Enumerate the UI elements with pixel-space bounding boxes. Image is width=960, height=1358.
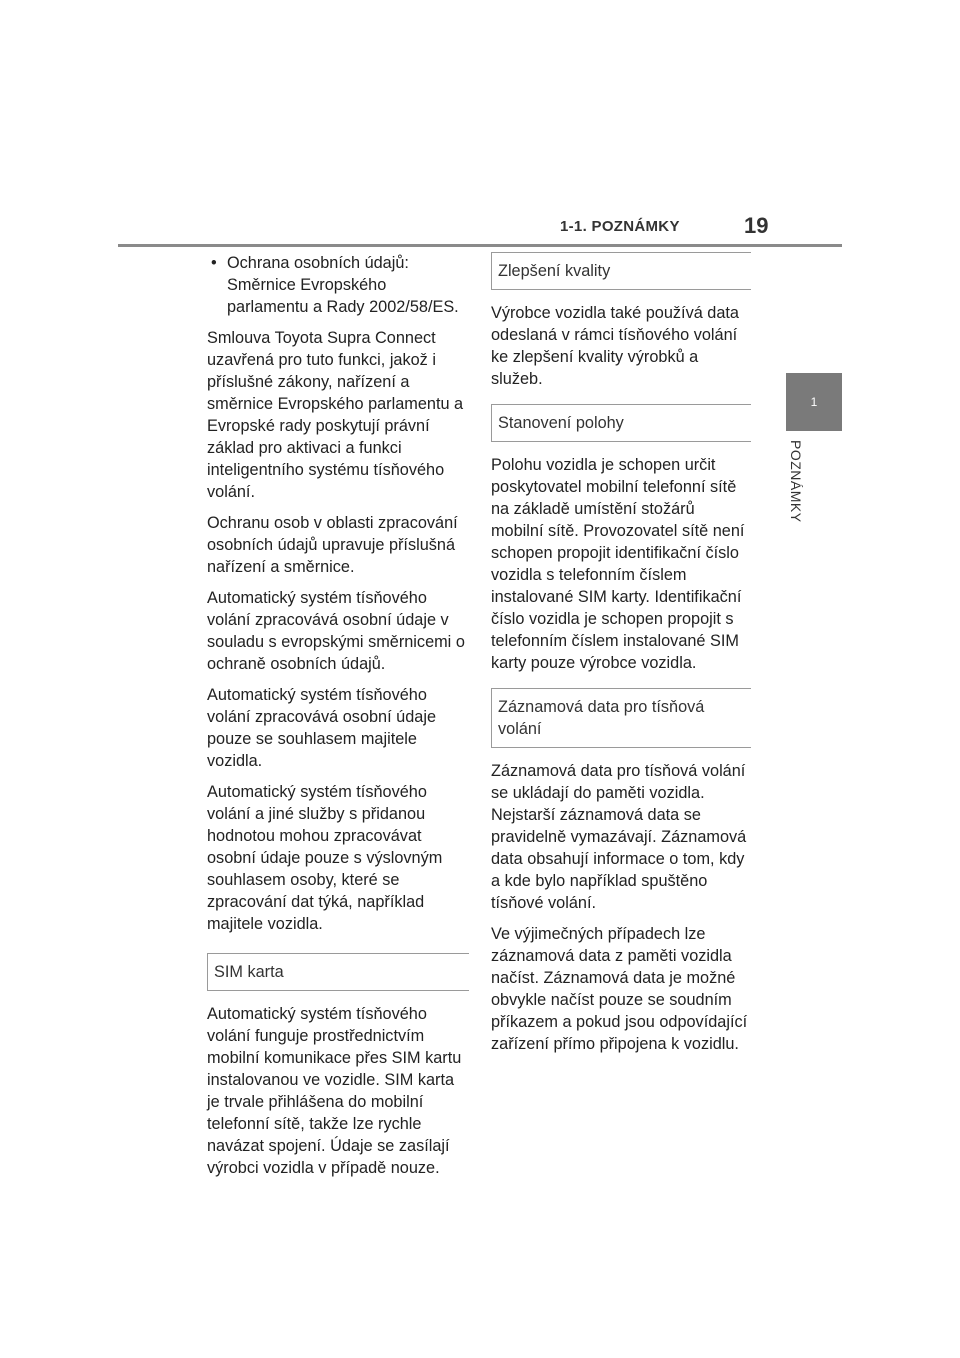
bullet-item — [207, 252, 469, 318]
paragraph: Ve výjimečných případech lze záznamová data z paměti vozidla načíst. Záznamová data je možné obvykle načíst pouze se soudním příkazem a pokud jsou odpovídající zařízení přímo připojena k vozidlu. — [491, 925, 748, 1053]
header-rule — [118, 244, 842, 247]
paragraph: Automatický systém tísňového volání funguje prostřednictvím mobilní komunikace přes SIM kartu instalovanou ve vozidle. SIM karta je trvale přihlášena do mobilní telefonní sítě, takže lze rychle navázat spojení. Údaje se zasílají výrobci vozidla v případě nouze. — [207, 1005, 462, 1177]
bullet-dot: • — [211, 254, 217, 272]
chapter-number: 1 — [810, 395, 818, 409]
bullet-text: Ochrana osobních údajů: Směrnice Evropského parlamentu a Rady 2002/58/ES. — [227, 254, 459, 316]
paragraph: Automatický systém tísňového volání zpracovává osobní údaje pouze se souhlasem majitele vozidla. — [207, 686, 436, 770]
paragraph: Polohu vozidla je schopen určit poskytovatel mobilní telefonní sítě na základě umístění stožárů mobilní sítě. Provozovatel sítě není schopen propojit identifikační číslo vozidla s telefonním číslem instalované SIM karty. Identifikační číslo vozidla je schopen propojit s telefonním číslem instalované SIM karty pouze výrobce vozidla. — [491, 456, 745, 672]
chapter-tab — [786, 373, 842, 431]
paragraph: Automatický systém tísňového volání zpracovává osobní údaje v souladu s evropskými směrnicemi o ochraně osobních údajů. — [207, 589, 465, 673]
right-column — [491, 252, 751, 1064]
paragraph: Automatický systém tísňového volání a jiné služby s přidanou hodnotou mohou zpracovávat osobní údaje pouze s výslovným souhlasem osoby, které se zpracování dat týká, například majitele vozidla. — [207, 783, 443, 933]
paragraph: Smlouva Toyota Supra Connect uzavřená pro tuto funkci, jakož i příslušné zákony, nařízení a směrnice Evropského parlamentu a Evropské rady poskytují právní základ pro aktivaci a funkci inteligentního systému tísňového volání. — [207, 329, 464, 501]
section-heading-position: Stanovení polohy — [491, 404, 751, 442]
left-column — [207, 252, 469, 1188]
paragraph: Výrobce vozidla také používá data odeslaná v rámci tísňového volání ke zlepšení kvality výrobků a služeb. — [491, 304, 739, 388]
section-heading-quality: Zlepšení kvality — [491, 252, 751, 290]
section-label: 1-1. POZNÁMKY — [560, 218, 680, 235]
section-heading-records: Záznamová data pro tísňová volání — [491, 688, 751, 748]
paragraph: Ochranu osob v oblasti zpracování osobních údajů upravuje příslušná nařízení a směrnice. — [207, 514, 458, 576]
page-header — [0, 0, 960, 250]
page-number: 19 — [744, 213, 769, 238]
paragraph: Záznamová data pro tísňová volání se ukládají do paměti vozidla. Nejstarší záznamová data se pravidelně vymazávají. Záznamová data obsahují informace o tom, kdy a kde bylo například spuštěno tísňové volání. — [491, 762, 747, 912]
chapter-title: POZNÁMKY — [788, 440, 804, 523]
section-heading-sim: SIM karta — [207, 953, 469, 991]
